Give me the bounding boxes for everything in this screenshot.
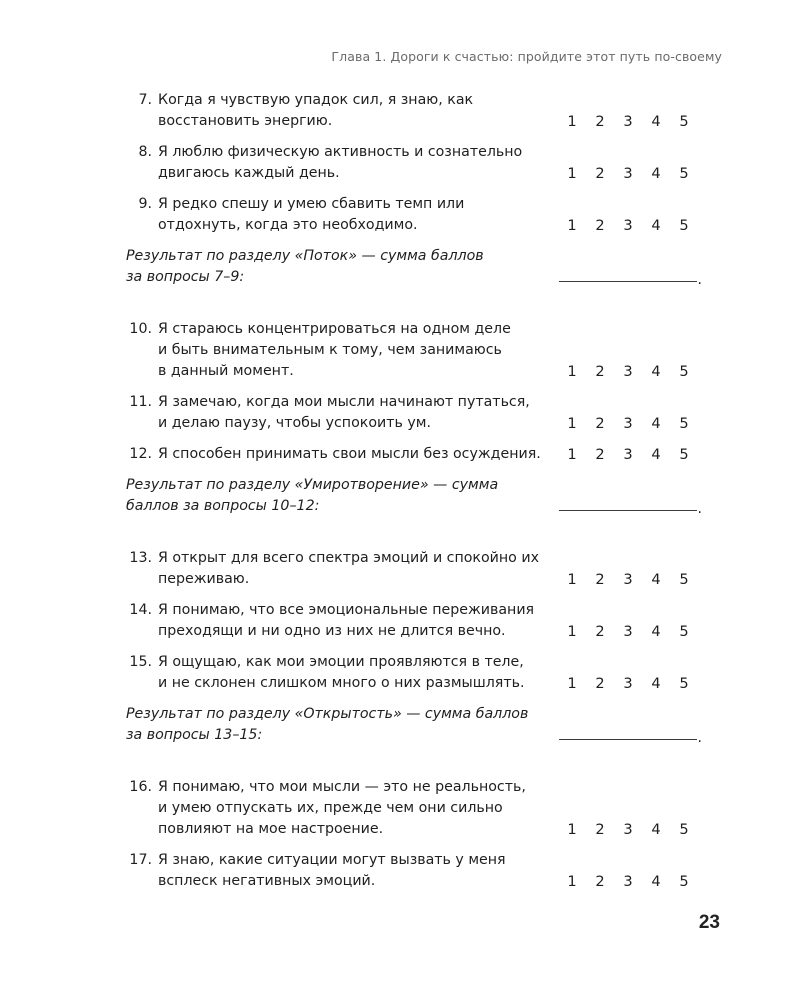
score-blank-line[interactable] [559,510,697,511]
rating-scale [558,361,698,382]
result-line: Результат по разделу «Поток» — сумма баллов [126,248,484,264]
rating-scale [558,111,698,132]
rating-option[interactable]: 5 [679,415,689,432]
result-line: Результат по разделу «Открытость» — сумма баллов [126,706,529,722]
section-result-text [126,246,546,288]
rating-option[interactable]: 3 [623,415,633,432]
rating-scale [558,621,698,642]
question-line: всплеск негативных эмоций. [158,873,376,889]
rating-option[interactable]: 4 [651,363,661,380]
question-line: в данный момент. [158,363,294,379]
question-line: повлияют на мое настроение. [158,821,384,837]
rating-option[interactable]: 5 [679,821,689,838]
rating-scale [558,413,698,434]
rating-option[interactable]: 3 [623,873,633,890]
rating-option[interactable]: 2 [595,363,605,380]
question-text [126,600,558,642]
rating-scale [558,215,698,236]
rating-option[interactable]: 2 [595,113,605,130]
question-row [126,194,716,236]
blank-end-dot: . [697,730,702,746]
rating-option[interactable]: 3 [623,675,633,692]
questionnaire [126,90,716,902]
question-number: 10. [129,321,152,337]
rating-option[interactable]: 4 [651,113,661,130]
question-row [126,319,716,382]
result-line: Результат по разделу «Умиротворение» — сумма [126,477,499,493]
running-head: Глава 1. Дороги к счастью: пройдите этот путь по-своему [331,49,722,64]
question-number: 9. [138,196,152,212]
question-number: 7. [138,92,152,108]
question-number: 13. [129,550,152,566]
score-blank-line[interactable] [559,281,697,282]
rating-option[interactable]: 5 [679,446,689,463]
rating-option[interactable]: 1 [567,113,577,130]
rating-option[interactable]: 4 [651,446,661,463]
question-text [126,652,558,694]
question-text [126,850,558,892]
rating-option[interactable]: 3 [623,571,633,588]
question-number: 17. [129,852,152,868]
question-row [126,90,716,132]
rating-scale [558,569,698,590]
question-text [126,90,558,132]
rating-option[interactable]: 1 [567,415,577,432]
rating-option[interactable]: 2 [595,821,605,838]
question-line: Я знаю, какие ситуации могут вызвать у меня [158,852,506,868]
rating-scale [558,673,698,694]
question-row [126,600,716,642]
question-line: Я замечаю, когда мои мысли начинают путаться, [158,394,530,410]
question-text [126,392,558,434]
question-line: Я понимаю, что все эмоциональные переживания [158,602,535,618]
question-number: 11. [129,394,152,410]
rating-option[interactable]: 3 [623,821,633,838]
result-line: баллов за вопросы 10–12: [126,498,320,514]
question-line: Я понимаю, что мои мысли — это не реальность, [158,779,526,795]
rating-option[interactable]: 1 [567,623,577,640]
question-row [126,444,716,465]
rating-option[interactable]: 5 [679,217,689,234]
question-line: Я способен принимать свои мысли без осуждения. [158,446,541,462]
question-row [126,777,716,840]
rating-option[interactable]: 5 [679,113,689,130]
rating-scale [558,444,698,465]
rating-option[interactable]: 3 [623,113,633,130]
rating-option[interactable]: 2 [595,415,605,432]
question-line: Я стараюсь концентрироваться на одном деле [158,321,511,337]
question-text [126,777,558,840]
question-number: 8. [138,144,152,160]
rating-option[interactable]: 3 [623,217,633,234]
rating-scale [558,163,698,184]
question-text [126,444,558,465]
rating-option[interactable]: 2 [595,873,605,890]
rating-option[interactable]: 4 [651,675,661,692]
rating-option[interactable]: 1 [567,675,577,692]
rating-scale [558,819,698,840]
question-number: 14. [129,602,152,618]
rating-option[interactable]: 2 [595,217,605,234]
rating-option[interactable]: 1 [567,165,577,182]
rating-option[interactable]: 2 [595,571,605,588]
question-line: Когда я чувствую упадок сил, я знаю, как [158,92,474,108]
rating-option[interactable]: 4 [651,821,661,838]
rating-option[interactable]: 5 [679,623,689,640]
question-line: и быть внимательным к тому, чем занимаюсь [158,342,502,358]
rating-option[interactable]: 2 [595,675,605,692]
blank-end-dot: . [697,501,702,517]
rating-option[interactable]: 3 [623,363,633,380]
question-text [126,142,558,184]
rating-option[interactable]: 2 [595,623,605,640]
result-line: за вопросы 7–9: [126,269,245,285]
question-number: 15. [129,654,152,670]
question-line: Я открыт для всего спектра эмоций и спокойно их [158,550,539,566]
question-line: преходящи и ни одно из них не длится вечно. [158,623,506,639]
rating-option[interactable]: 5 [679,363,689,380]
rating-option[interactable]: 3 [623,165,633,182]
question-line: и умею отпускать их, прежде чем они сильно [158,800,503,816]
section-result-text [126,475,546,517]
rating-option[interactable]: 5 [679,165,689,182]
question-text [126,319,558,382]
result-line: за вопросы 13–15: [126,727,263,743]
page-number: 23 [698,912,720,933]
rating-option[interactable]: 4 [651,873,661,890]
question-line: Я люблю физическую активность и сознательно [158,144,523,160]
rating-option[interactable]: 4 [651,571,661,588]
question-line: Я ощущаю, как мои эмоции проявляются в теле, [158,654,524,670]
question-line: отдохнуть, когда это необходимо. [158,217,418,233]
section-result-text [126,704,546,746]
question-row [126,548,716,590]
rating-option[interactable]: 4 [651,415,661,432]
rating-option[interactable]: 1 [567,873,577,890]
question-line: двигаюсь каждый день. [158,165,340,181]
question-number: 12. [129,446,152,462]
rating-option[interactable]: 4 [651,623,661,640]
score-blank-line[interactable] [559,739,697,740]
question-row [126,652,716,694]
rating-option[interactable]: 5 [679,873,689,890]
question-row [126,392,716,434]
question-line: и не склонен слишком много о них размышлять. [158,675,525,691]
section-result [126,246,716,288]
rating-option[interactable]: 4 [651,217,661,234]
rating-option[interactable]: 1 [567,446,577,463]
question-row [126,142,716,184]
rating-scale [558,871,698,892]
question-text [126,548,558,590]
rating-option[interactable]: 3 [623,446,633,463]
question-line: Я редко спешу и умею сбавить темп или [158,196,465,212]
blank-end-dot: . [697,272,702,288]
section-result [126,475,716,517]
rating-option[interactable]: 1 [567,571,577,588]
rating-option[interactable]: 1 [567,821,577,838]
question-number: 16. [129,779,152,795]
question-line: и делаю паузу, чтобы успокоить ум. [158,415,431,431]
section-result [126,704,716,746]
question-text [126,194,558,236]
rating-option[interactable]: 5 [679,571,689,588]
rating-option[interactable]: 3 [623,623,633,640]
rating-option[interactable]: 1 [567,217,577,234]
rating-option[interactable]: 2 [595,446,605,463]
rating-option[interactable]: 4 [651,165,661,182]
rating-option[interactable]: 2 [595,165,605,182]
rating-option[interactable]: 5 [679,675,689,692]
question-line: переживаю. [158,571,250,587]
rating-option[interactable]: 1 [567,363,577,380]
question-line: восстановить энергию. [158,113,333,129]
question-row [126,850,716,892]
